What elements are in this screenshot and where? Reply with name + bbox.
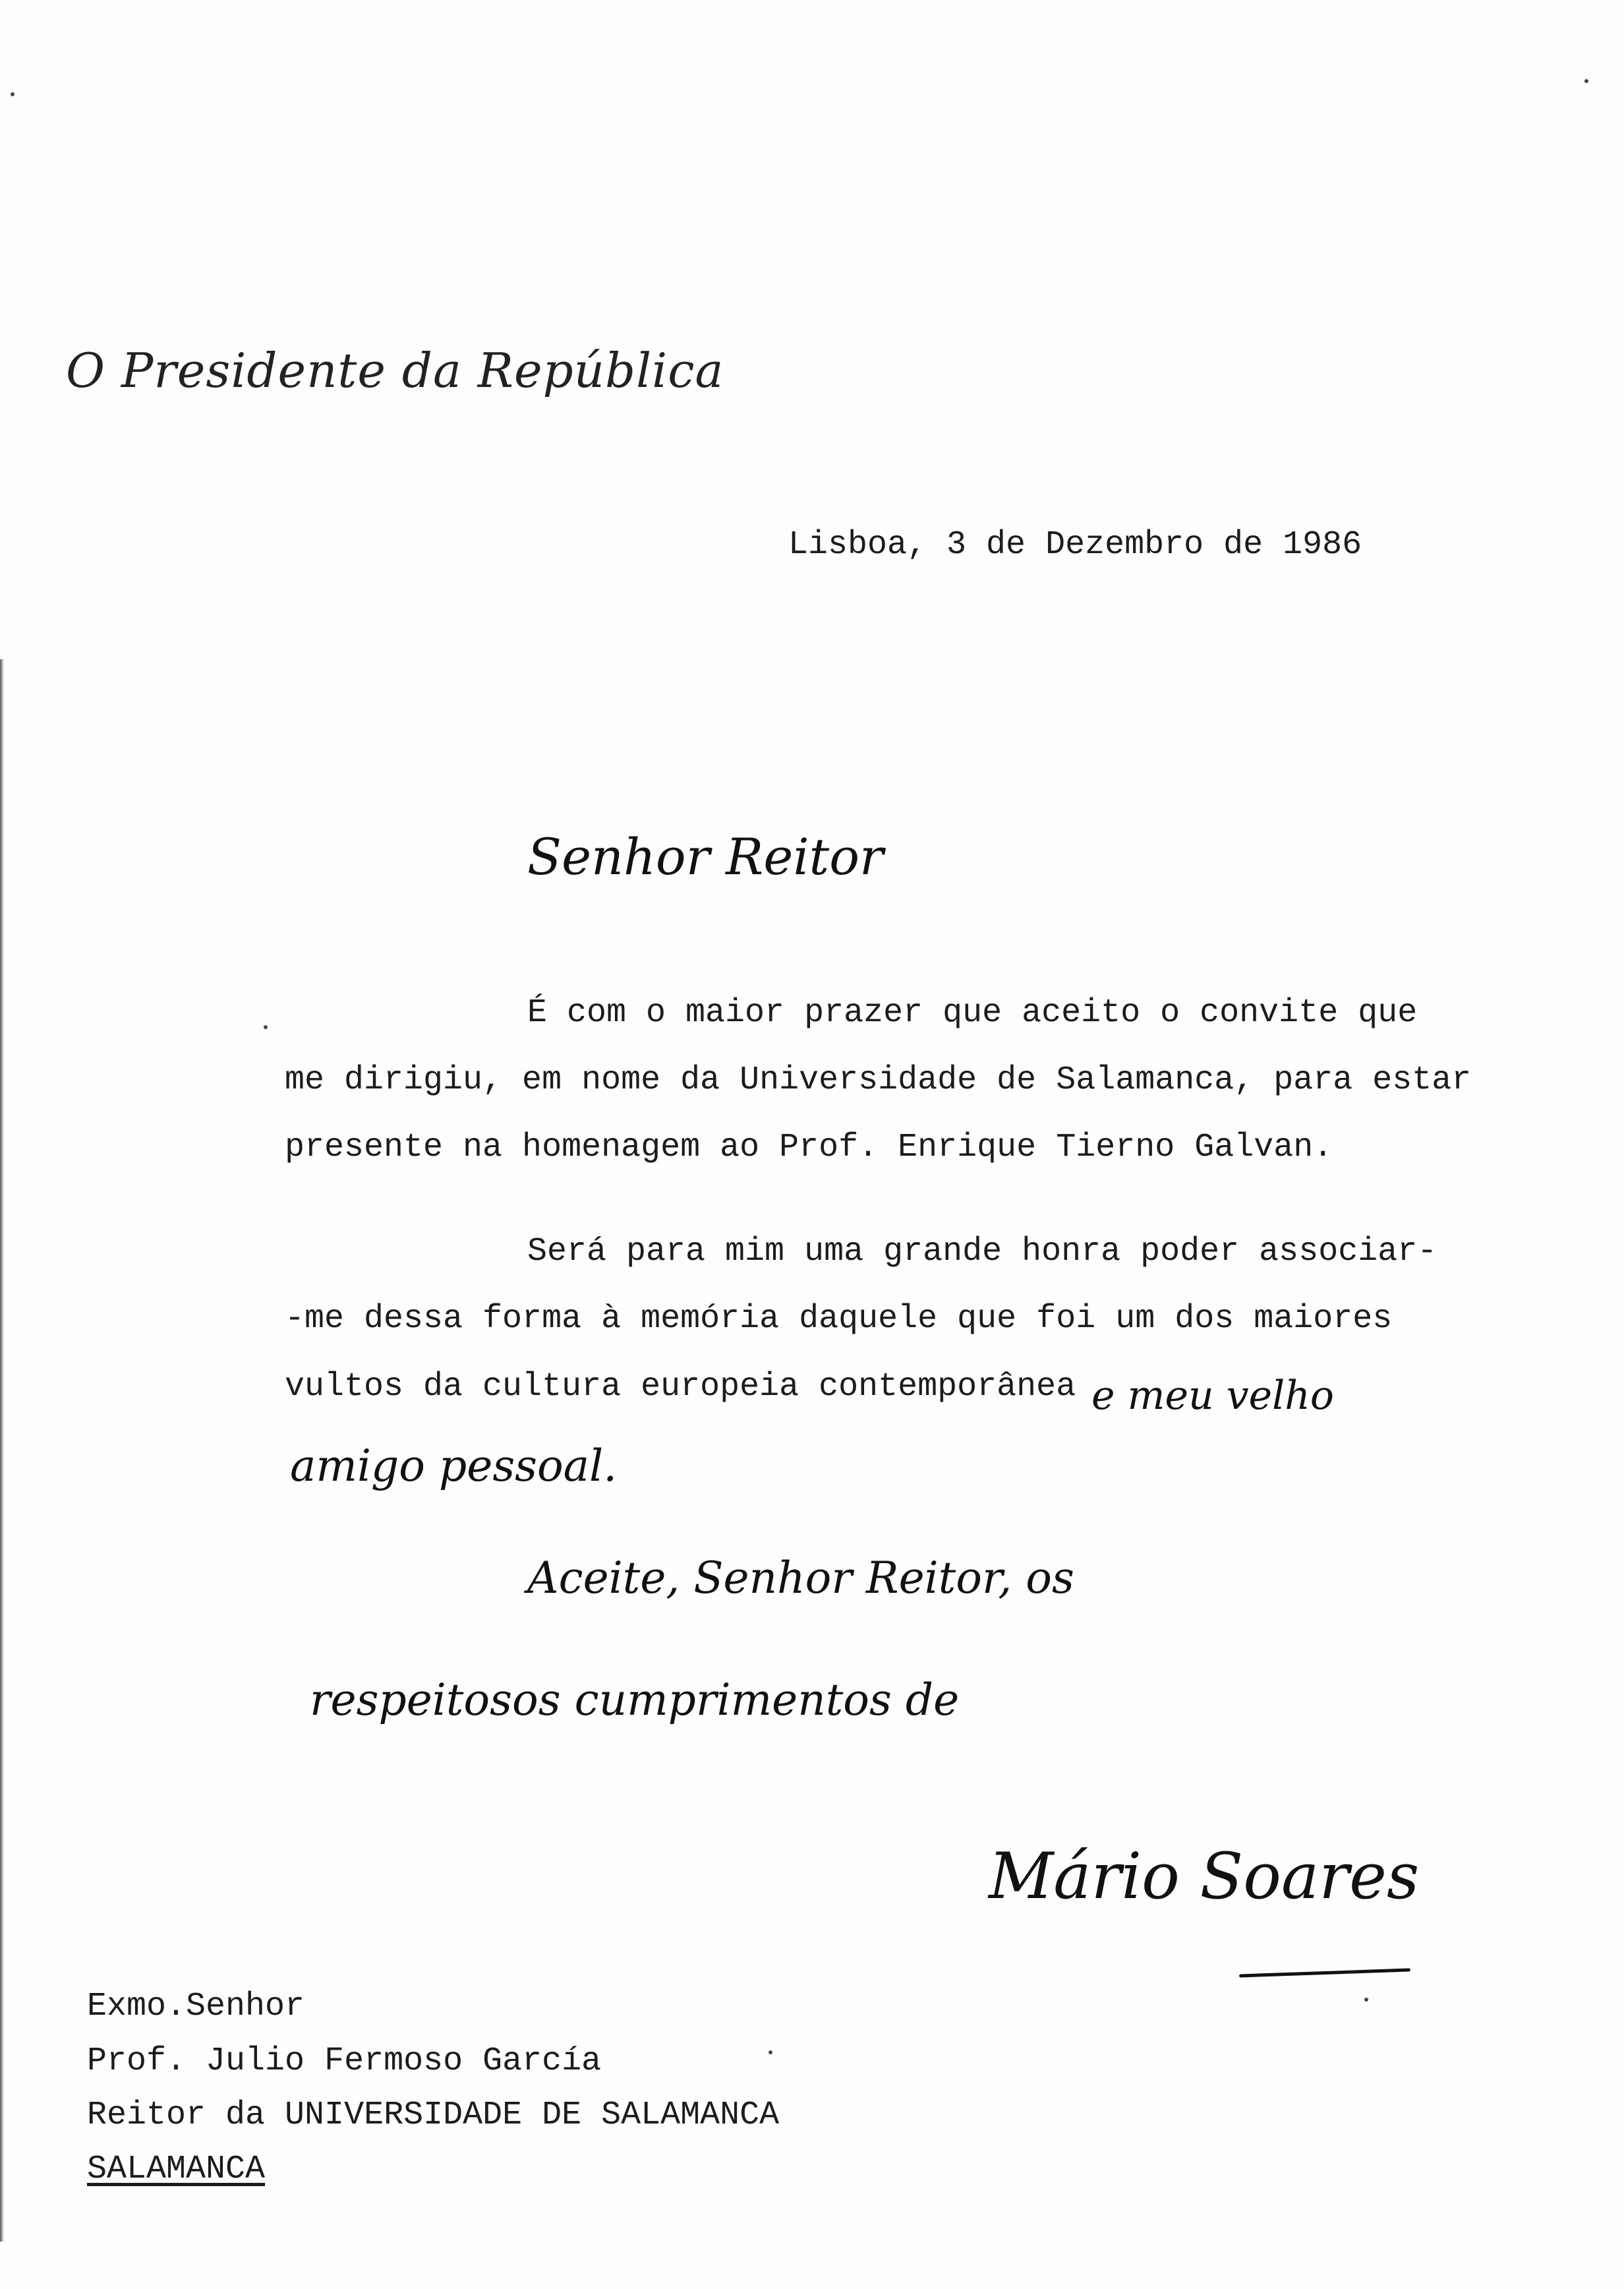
- paragraph1-line1: É com o maior prazer que aceito o convite que: [527, 994, 1418, 1032]
- address-line1: Exmo.Senhor: [87, 1988, 305, 2025]
- letter-date: Lisboa, 3 de Dezembro de 1986: [788, 526, 1362, 564]
- signature-underline: [1239, 1968, 1410, 1977]
- signature: Mário Soares: [989, 1839, 1420, 1913]
- paragraph2-line2: -me dessa forma à memória daquele que foi um dos maiores: [285, 1300, 1393, 1338]
- handwritten-salutation: Senhor Reitor: [527, 827, 884, 886]
- handwritten-line3: Aceite, Senhor Reitor, os: [527, 1553, 1074, 1603]
- address-line4: SALAMANCA: [87, 2151, 266, 2188]
- scan-speck: [1584, 79, 1588, 83]
- handwritten-continuation: e meu velho: [1091, 1373, 1335, 1419]
- handwritten-line4: respeitosos cumprimentos de: [310, 1675, 960, 1725]
- paragraph2-line1: Será para mim uma grande honra poder associar-: [527, 1233, 1437, 1270]
- paragraph1-line3: presente na homenagem ao Prof. Enrique Tierno Galvan.: [285, 1129, 1333, 1166]
- address-line2: Prof. Julio Fermoso García: [87, 2042, 602, 2080]
- address-line3: Reitor da UNIVERSIDADE DE SALAMANCA: [87, 2096, 780, 2134]
- scan-edge-shadow: [0, 659, 4, 2242]
- paragraph1-line2: me dirigiu, em nome da Universidade de Salamanca, para estar: [285, 1061, 1472, 1099]
- letterhead-title: O Presidente da República: [66, 343, 724, 398]
- scan-speck: [11, 92, 14, 96]
- scan-speck: [1364, 1998, 1368, 2002]
- paragraph2-line3: vultos da cultura europeia contemporânea: [285, 1368, 1076, 1406]
- scan-speck: [768, 2050, 772, 2054]
- handwritten-line2: amigo pessoal.: [290, 1441, 618, 1491]
- scan-speck: [264, 1025, 268, 1029]
